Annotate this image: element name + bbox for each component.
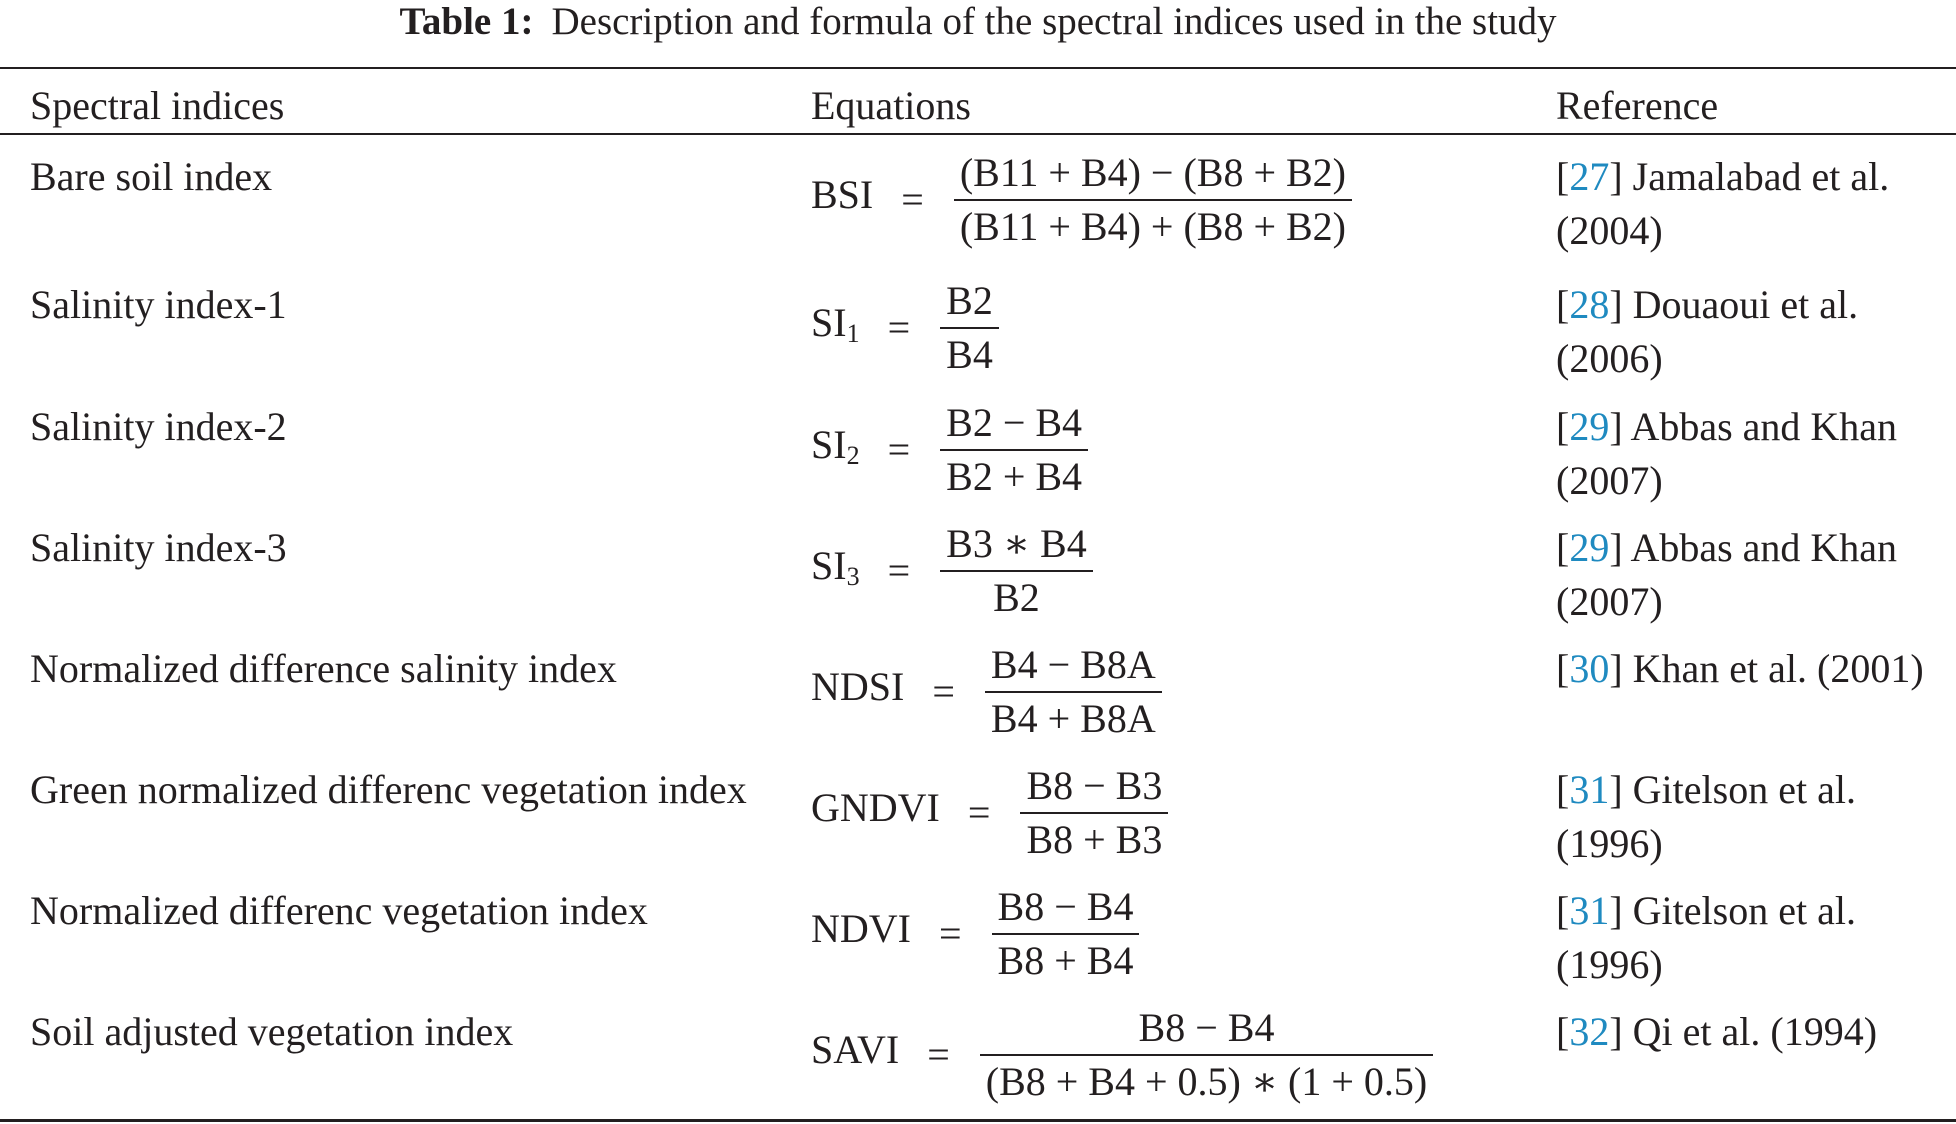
fraction	[940, 397, 1088, 503]
equals-sign: =	[932, 669, 955, 714]
reference: [28] Douaoui et al. (2006)	[1556, 282, 1859, 381]
fraction	[940, 518, 1093, 624]
fraction-denominator: B4 + B8A	[990, 696, 1156, 741]
reference: [27] Jamalabad et al. (2004)	[1556, 154, 1890, 253]
bottom-rule	[0, 1119, 1956, 1122]
fraction	[980, 1002, 1434, 1108]
index-name: Normalized differenc vegetation index	[30, 888, 648, 933]
reference: [31] Gitelson et al. (1996)	[1556, 767, 1856, 866]
header-reference: Reference	[1556, 83, 1719, 128]
fraction-denominator: B2	[993, 575, 1040, 620]
header-equations: Equations	[811, 83, 971, 128]
equation-lhs: NDVI	[811, 905, 911, 951]
citation-link[interactable]: 29	[1569, 525, 1610, 570]
fraction-numerator: B8 − B4	[1138, 1005, 1275, 1050]
fraction-denominator: B8 + B4	[997, 938, 1134, 983]
citation-link[interactable]: 31	[1569, 767, 1610, 812]
equation-lhs: $SI_3$	[811, 542, 860, 591]
fraction-numerator: B8 − B3	[1026, 763, 1163, 808]
equals-sign: =	[967, 790, 991, 835]
fraction-numerator: B2	[946, 278, 993, 323]
header-spectral-indices: Spectral indices	[30, 83, 285, 128]
fraction-numerator: B8 − B4	[997, 884, 1134, 929]
index-name: Bare soil index	[30, 154, 273, 199]
equation-lhs: $SI_2$	[811, 421, 860, 470]
fraction-denominator: (B11 + B4) + (B8 + B2)	[959, 204, 1347, 249]
equation	[811, 639, 1162, 745]
equals-sign: =	[938, 911, 962, 956]
equation-lhs: NDSI	[811, 663, 905, 709]
equation	[811, 147, 1352, 253]
equation-lhs: SAVI	[811, 1026, 900, 1072]
fraction	[992, 881, 1140, 987]
fraction-numerator: B4 − B8A	[990, 642, 1156, 687]
header-rule	[0, 133, 1956, 135]
fraction-numerator: B3 ∗ B4	[946, 521, 1087, 566]
reference: [30] Khan et al. (2001)	[1556, 646, 1924, 691]
fraction-denominator: B4	[946, 332, 993, 377]
fraction-numerator: (B11 + B4) − (B8 + B2)	[959, 150, 1347, 195]
citation-link[interactable]: 27	[1569, 154, 1610, 199]
equals-sign: =	[887, 427, 911, 472]
equation	[811, 1002, 1433, 1108]
equation	[811, 760, 1168, 866]
top-rule	[0, 67, 1956, 69]
table-caption	[0, 0, 1956, 44]
reference: [32] Qi et al. (1994)	[1556, 1009, 1878, 1054]
equals-sign: =	[901, 177, 924, 222]
reference: [29] Abbas and Khan (2007)	[1556, 525, 1898, 624]
citation-link[interactable]: 32	[1569, 1009, 1610, 1054]
fraction	[940, 275, 999, 381]
fraction-denominator: B8 + B3	[1026, 817, 1163, 862]
equation	[811, 881, 1139, 987]
index-name: Salinity index-1	[30, 282, 287, 327]
index-name: Salinity index-2	[30, 404, 287, 449]
fraction	[985, 639, 1162, 745]
table-caption-label: Table 1:	[399, 0, 534, 43]
equation	[811, 275, 999, 381]
fraction-denominator: (B8 + B4 + 0.5) ∗ (1 + 0.5)	[985, 1059, 1428, 1104]
index-name: Green normalized differenc vegetation index	[30, 767, 747, 812]
citation-link[interactable]: 29	[1569, 404, 1610, 449]
equation	[811, 518, 1093, 624]
index-name: Normalized difference salinity index	[30, 646, 617, 691]
fraction	[954, 147, 1352, 253]
equals-sign: =	[887, 305, 911, 350]
citation-link[interactable]: 28	[1569, 282, 1610, 327]
fraction-numerator: B2 − B4	[946, 400, 1083, 445]
index-name: Salinity index-3	[30, 525, 287, 570]
reference: [29] Abbas and Khan (2007)	[1556, 404, 1898, 503]
table-header-row	[0, 83, 1956, 129]
equation	[811, 397, 1088, 503]
fraction	[1020, 760, 1168, 866]
equals-sign: =	[927, 1032, 950, 1077]
index-name: Soil adjusted vegetation index	[30, 1009, 514, 1054]
equation-lhs: BSI	[811, 171, 874, 217]
fraction-denominator: B2 + B4	[946, 454, 1083, 499]
equation-lhs: GNDVI	[811, 784, 940, 830]
equals-sign: =	[887, 548, 911, 593]
reference: [31] Gitelson et al. (1996)	[1556, 888, 1856, 987]
citation-link[interactable]: 31	[1569, 888, 1610, 933]
citation-link[interactable]: 30	[1569, 646, 1610, 691]
table-caption-text: Description and formula of the spectral indices used in the study	[551, 0, 1557, 43]
equation-lhs: $SI_1$	[811, 299, 860, 348]
